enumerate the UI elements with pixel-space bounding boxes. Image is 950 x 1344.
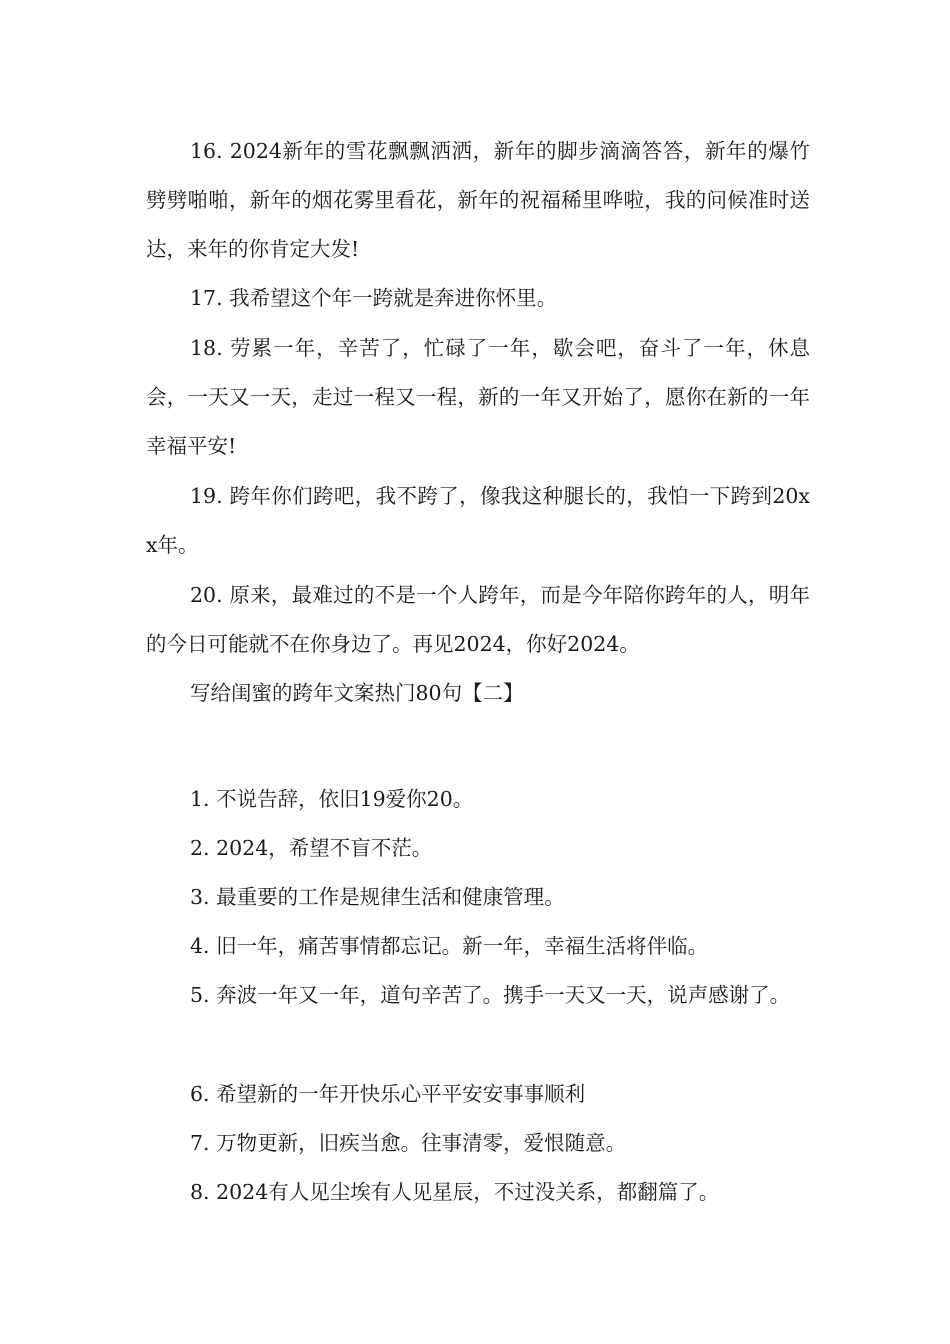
list-item-18: 18. 劳累一年，辛苦了，忙碌了一年，歇会吧，奋斗了一年，休息会，一天又一天，走过一程又一程，新的一年又开始了，愿你在新的一年幸福平安! [146, 336, 810, 458]
list-item-5: 5. 奔波一年又一年，道句辛苦了。携手一天又一天，说声感谢了。 [190, 983, 791, 1007]
list-item-6: 6. 希望新的一年开快乐心平平安安事事顺利 [190, 1082, 586, 1106]
list-item-4: 4. 旧一年，痛苦事情都忘记。新一年，幸福生活将伴临。 [190, 934, 709, 958]
list-item-3: 3. 最重要的工作是规律生活和健康管理。 [190, 885, 565, 909]
list-item-19: 19. 跨年你们跨吧，我不跨了，像我这种腿长的，我怕一下跨到20xx年。 [146, 484, 810, 557]
list-item-16: 16. 2024新年的雪花飘飘洒洒，新年的脚步滴滴答答，新年的爆竹劈劈啪啪，新年的烟花雾里看花，新年的祝福稀里哗啦，我的问候准时送达，来年的你肯定大发! [146, 139, 810, 261]
list-item-1: 1. 不说告辞，依旧19爱你20。 [190, 787, 474, 811]
list-item-8: 8. 2024有人见尘埃有人见星辰，不过没关系，都翻篇了。 [190, 1180, 720, 1204]
list-item-20: 20. 原来，最难过的不是一个人跨年，而是今年陪你跨年的人，明年的今日可能就不在你身边了。再见2024，你好2024。 [146, 583, 810, 656]
list-item-2: 2. 2024，希望不盲不茫。 [190, 836, 433, 860]
list-item-17: 17. 我希望这个年一跨就是奔进你怀里。 [190, 286, 558, 310]
section-heading: 写给闺蜜的跨年文案热门80句【二】 [190, 681, 524, 705]
list-item-7: 7. 万物更新，旧疾当愈。往事清零，爱恨随意。 [190, 1131, 627, 1155]
